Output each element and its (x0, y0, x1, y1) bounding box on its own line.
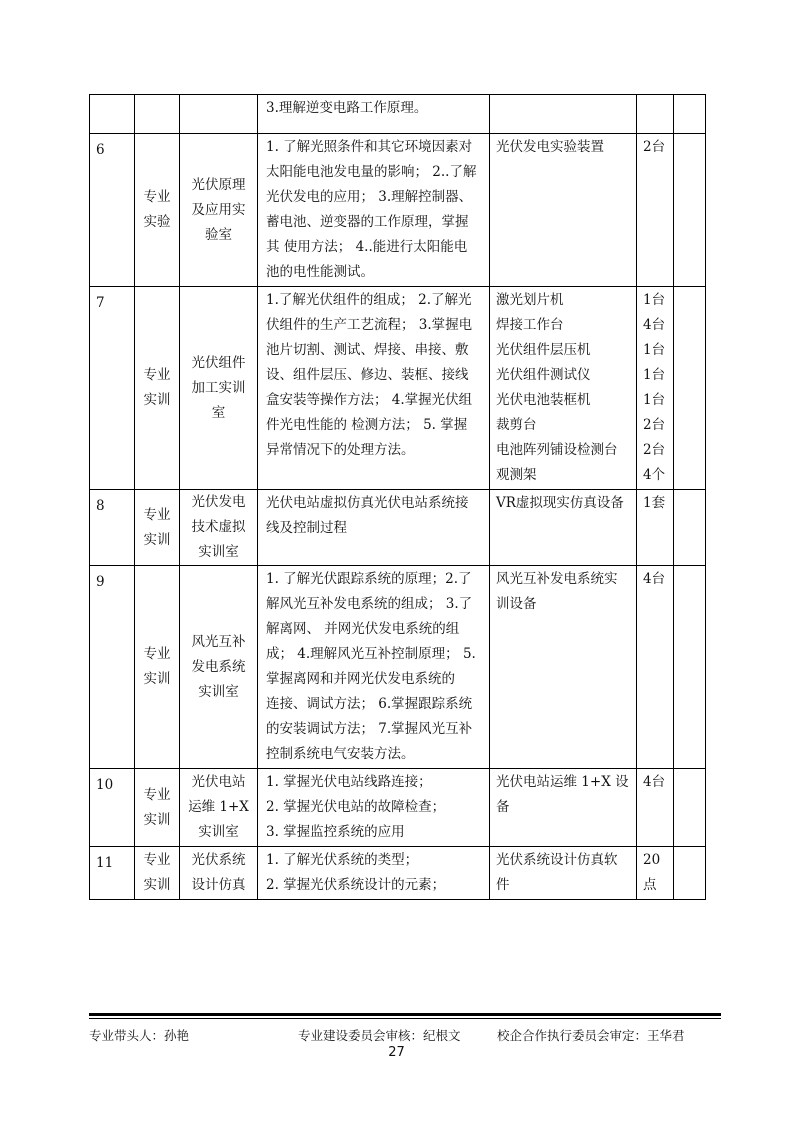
row-number-cell (90, 95, 135, 134)
type-line: 实训 (143, 531, 171, 548)
quantity-cell (637, 287, 674, 490)
room-cell (180, 769, 258, 847)
room-line: 运维 1+X (188, 799, 249, 815)
room-line: 发电系统 (191, 658, 246, 675)
description-line: 其 使用方法； 4..能进行太阳能电 (266, 239, 468, 255)
equipment-line: 激光划片机 (496, 292, 564, 308)
remark-cell (674, 287, 706, 490)
type-line: 专业 (143, 189, 171, 205)
type-line: 专业 (143, 852, 171, 868)
row-number-cell: 11 (90, 847, 135, 900)
description-line: 光伏发电的应用； 3.理解控制器、 (266, 189, 473, 205)
row-number-cell: 6 (90, 134, 135, 287)
equipment-line: 光伏系统设计仿真软 (496, 852, 618, 868)
description-cell (258, 134, 490, 287)
description-line: 的安装调试方法； 7.掌握风光互补 (266, 721, 473, 737)
description-line: 控制系统电气安装方法。 (266, 746, 415, 762)
room-line: 光伏原理 (191, 176, 246, 193)
description-cell (258, 287, 490, 490)
description-line: 解风光互补发电系统的组成； 3.了 (266, 596, 473, 612)
room-cell (180, 287, 258, 490)
lab-equipment-table (89, 94, 706, 900)
room-line: 验室 (205, 226, 232, 243)
description-line: 成； 4.理解风光互补控制原理； 5. (266, 646, 476, 662)
footer-leader: 专业带头人：孙艳 (89, 1028, 190, 1043)
equipment-line: 光伏电池装框机 (496, 392, 591, 408)
equipment-line: 观测架 (496, 467, 537, 483)
description-line: 线及控制过程 (266, 520, 347, 536)
quantity-line: 1台 (643, 392, 666, 408)
room-line: 光伏系统 (191, 852, 246, 868)
description-line: 2. 掌握光伏电站的故障检查； (266, 799, 446, 815)
description-line: 池片切割、测试、焊接、串接、敷 (266, 342, 469, 358)
equipment-line: 光伏组件测试仪 (496, 367, 591, 383)
description-line: 1. 掌握光伏电站线路连接； (266, 774, 432, 790)
quantity-line: 4台 (643, 774, 666, 790)
room-line: 及应用实 (191, 201, 246, 218)
description-line: 异常情况下的处理方法。 (266, 442, 415, 458)
description-line: 1. 了解光伏系统的类型； (266, 852, 419, 868)
quantity-cell (637, 95, 674, 134)
type-line: 实验 (143, 214, 171, 230)
remark-cell (674, 134, 706, 287)
type-line: 实训 (143, 811, 171, 828)
type-line: 专业 (143, 367, 171, 383)
room-cell (180, 566, 258, 769)
description-cell (258, 490, 490, 566)
type-line: 专业 (143, 646, 171, 662)
description-line: 解离网、 并网光伏发电系统的组 (266, 621, 460, 637)
type-line: 专业 (143, 506, 171, 523)
type-cell (135, 847, 180, 900)
footer-school: 校企合作执行委员会审定：王华君 (497, 1028, 685, 1043)
type-cell (135, 490, 180, 566)
type-cell (135, 287, 180, 490)
table-body (90, 95, 706, 900)
equipment-cell (490, 490, 637, 566)
room-line: 加工实训 (191, 379, 246, 396)
quantity-cell (637, 134, 674, 287)
equipment-line: 光伏发电实验装置 (496, 139, 604, 155)
remark-cell (674, 95, 706, 134)
equipment-line: VR虚拟现实仿真设备 (496, 495, 624, 511)
row-number-cell: 8 (90, 490, 135, 566)
table-row (90, 287, 706, 490)
type-line: 实训 (143, 671, 171, 687)
equipment-cell (490, 769, 637, 847)
quantity-cell (637, 769, 674, 847)
room-line: 室 (211, 404, 226, 421)
equipment-line: 风光互补发电系统实 (496, 571, 618, 587)
equipment-line: 光伏电站运维 1+X 设 (496, 774, 629, 790)
equipment-line: 件 (496, 877, 510, 893)
room-line: 实训室 (198, 683, 239, 700)
quantity-line: 2台 (643, 417, 666, 433)
description-line: 件光电性能的 检测方法； 5. 掌握 (266, 417, 468, 433)
quantity-line: 4个 (643, 467, 666, 483)
type-line: 专业 (143, 786, 171, 803)
description-line: 2. 掌握光伏系统设计的元素； (266, 877, 446, 893)
room-cell (180, 490, 258, 566)
table-row (90, 566, 706, 769)
footer-rule-thick (89, 1013, 721, 1016)
description-line: 1. 了解光照条件和其它环境因素对 (266, 139, 473, 155)
description-line: 3. 掌握监控系统的应用 (266, 824, 405, 840)
description-cell (258, 847, 490, 900)
equipment-cell (490, 95, 637, 134)
description-line: 光伏电站虚拟仿真光伏电站系统接 (266, 495, 469, 511)
remark-cell (674, 490, 706, 566)
table-row (90, 847, 706, 900)
quantity-line: 1台 (643, 367, 666, 383)
description-line: 池的电性能测试。 (266, 264, 374, 280)
equipment-line: 光伏组件层压机 (496, 342, 591, 358)
remark-cell (674, 566, 706, 769)
equipment-line: 焊接工作台 (496, 317, 564, 333)
description-cell (258, 95, 490, 134)
equipment-line: 备 (496, 799, 510, 815)
quantity-line: 4台 (643, 317, 666, 333)
description-line: 掌握离网和并网光伏发电系统的 (266, 671, 455, 687)
quantity-line: 2台 (643, 139, 666, 155)
room-cell (180, 134, 258, 287)
room-cell (180, 95, 258, 134)
description-line: 盒安装等操作方法； 4.掌握光伏组 (266, 392, 473, 408)
description-cell (258, 769, 490, 847)
type-line: 实训 (143, 877, 171, 893)
room-line: 实训室 (198, 824, 239, 840)
quantity-cell (637, 847, 674, 900)
description-cell (258, 566, 490, 769)
quantity-line: 20 (643, 852, 661, 868)
description-line: 太阳能电池发电量的影响； 2..了解 (266, 164, 477, 180)
page-number: 27 (388, 1045, 405, 1060)
footer-rule-thin (89, 1018, 721, 1019)
description-line: 伏组件的生产工艺流程； 3.掌握电 (266, 317, 473, 333)
quantity-line: 1台 (643, 292, 666, 308)
room-line: 风光互补 (191, 633, 246, 650)
room-cell (180, 847, 258, 900)
description-line: 连接、调试方法； 6.掌握跟踪系统 (266, 696, 473, 712)
quantity-line: 1套 (643, 495, 666, 511)
room-line: 光伏电站 (191, 774, 246, 790)
quantity-line: 2台 (643, 442, 666, 458)
room-line: 设计仿真 (191, 877, 246, 893)
footer-committee: 专业建设委员会审核：纪根文 (298, 1028, 461, 1043)
equipment-line: 训设备 (496, 596, 537, 612)
description-line: 1.了解光伏组件的组成； 2.了解光 (266, 292, 472, 308)
type-cell (135, 95, 180, 134)
quantity-line: 1台 (643, 342, 666, 358)
equipment-cell (490, 287, 637, 490)
room-line: 光伏发电 (191, 494, 246, 510)
description-line: 设、组件层压、修边、装框、接线 (266, 367, 469, 383)
quantity-cell (637, 566, 674, 769)
description-line: 1. 了解光伏跟踪系统的原理；2.了 (266, 571, 472, 587)
row-number-cell: 10 (90, 769, 135, 847)
quantity-line: 点 (643, 877, 657, 893)
remark-cell (674, 769, 706, 847)
quantity-cell (637, 490, 674, 566)
table-row (90, 490, 706, 566)
row-number-cell: 9 (90, 566, 135, 769)
quantity-line: 4台 (643, 571, 666, 587)
table-row (90, 134, 706, 287)
equipment-cell (490, 566, 637, 769)
type-cell (135, 566, 180, 769)
room-line: 实训室 (198, 544, 239, 560)
description-line: 蓄电池、逆变器的工作原理，掌握 (266, 214, 469, 230)
equipment-cell (490, 847, 637, 900)
equipment-line: 裁剪台 (496, 417, 537, 433)
type-cell (135, 134, 180, 287)
remark-cell (674, 847, 706, 900)
equipment-cell (490, 134, 637, 287)
table-row (90, 769, 706, 847)
type-line: 实训 (143, 392, 171, 408)
row-number-cell: 7 (90, 287, 135, 490)
description-line: 3.理解逆变电路工作原理。 (266, 100, 428, 116)
table-row (90, 95, 706, 134)
room-line: 光伏组件 (191, 354, 246, 371)
room-line: 技术虚拟 (191, 519, 246, 535)
equipment-line: 电池阵列铺设检测台 (496, 442, 618, 458)
type-cell (135, 769, 180, 847)
